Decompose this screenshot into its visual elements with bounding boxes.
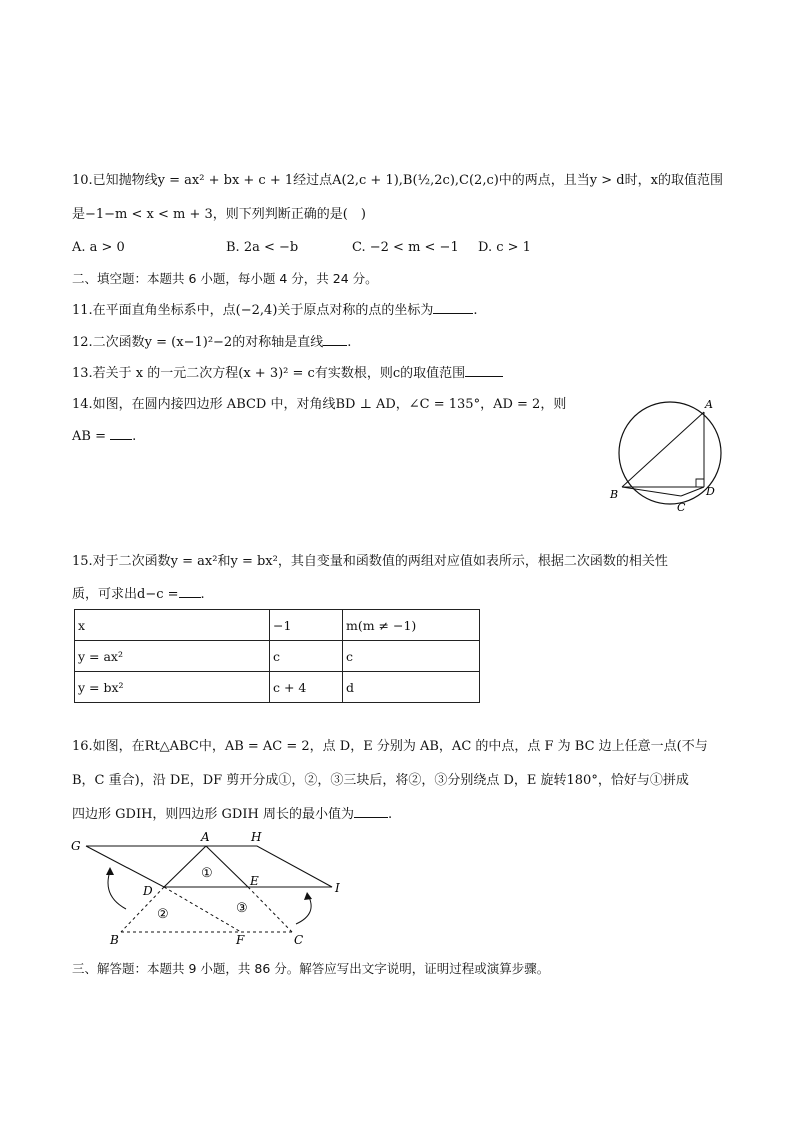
q12-text: 12.二次函数y = (x−1)²−2的对称轴是直线 — [72, 335, 324, 350]
q16-label-c: C — [294, 933, 304, 947]
q10-option-a: A. a > 0 — [72, 240, 125, 255]
q16-parallelogram-figure — [64, 826, 354, 948]
q16-label-i: I — [335, 881, 340, 895]
q11-end: . — [473, 303, 478, 318]
q16-line1: 16.如图，在Rt△ABC中，AB = AC = 2，点 D，E 分别为 AB，AC 的中点，点 F 为 BC 边上任意一点(不与 — [72, 739, 708, 754]
q14-label-c: C — [677, 501, 686, 514]
q10-line1: 10.已知抛物线y = ax² + bx + c + 1经过点A(2,c + 1),B(½,2c),C(2,c)中的两点，且当y > d时，x的取值范围 — [72, 173, 723, 188]
table-row — [75, 641, 480, 672]
q14-segment-bc — [622, 487, 681, 496]
q14-right-angle-mark — [696, 479, 704, 487]
q16-label-h: H — [251, 830, 262, 844]
q13-text: 13.若关于 x 的一元二次方程(x + 3)² = c有实数根，则c的取值范围 — [72, 366, 466, 381]
q12-end: . — [347, 335, 352, 350]
q14-line1: 14.如图，在圆内接四边形 ABCD 中，对角线BD ⊥ AD，∠C = 135°，AD = 2，则 — [72, 397, 567, 412]
q14-line2-text: AB = — [72, 429, 106, 444]
q10-option-c: C. −2 < m < −1 — [352, 240, 459, 255]
q11-line — [72, 301, 478, 320]
q12-answer-blank — [323, 333, 347, 346]
q16-label-e: E — [250, 874, 259, 888]
q10-option-d: D. c > 1 — [478, 240, 531, 255]
q16-label-d: D — [143, 884, 153, 898]
q15-answer-blank — [179, 585, 201, 598]
q13-line — [72, 364, 503, 383]
q16-line3-end: . — [387, 807, 393, 822]
q12-line — [72, 333, 351, 352]
table-cell: c — [270, 641, 343, 672]
q16-line2: B，C 重合)，沿 DE，DF 剪开分成①，②，③三块后，将②，③分别绕点 D，E 旋转180°，恰好与①拼成 — [72, 773, 689, 788]
table-cell: d — [343, 672, 480, 703]
q16-label-f: F — [236, 933, 245, 947]
q11-text: 11.在平面直角坐标系中，点(−2,4)关于原点对称的点的坐标为 — [72, 303, 434, 318]
q16-line3-text: 四边形 GDIH，则四边形 GDIH 周长的最小值为 — [72, 807, 354, 822]
q14-segment-cd — [681, 487, 704, 496]
q14-label-b: B — [610, 488, 619, 501]
q16-piece-3: ③ — [236, 901, 248, 916]
q15-line2-text: 质，可求出d−c = — [72, 587, 179, 602]
table-cell: y = bx² — [75, 672, 270, 703]
q16-piece-2: ② — [157, 907, 169, 922]
q15-line2-end: . — [200, 587, 205, 602]
q16-dashed-df — [164, 887, 241, 932]
q14-answer-blank — [110, 427, 132, 440]
q14-segment-ab — [622, 412, 704, 487]
table-row — [75, 672, 480, 703]
q14-circle-figure — [608, 390, 734, 516]
table-cell: c — [343, 641, 480, 672]
q14-line2 — [72, 427, 136, 446]
section2-heading: 二、填空题：本题共 6 小题，每小题 4 分，共 24 分。 — [72, 271, 378, 286]
q16-label-g: G — [71, 839, 81, 853]
q14-label-d: D — [706, 485, 715, 498]
q16-line3 — [72, 805, 392, 824]
q16-dashed-ec — [248, 887, 292, 932]
q16-answer-blank — [354, 805, 388, 818]
q16-label-b: B — [110, 933, 119, 947]
q10-line2: 是−1−m < x < m + 3，则下列判断正确的是( ) — [72, 207, 366, 222]
q16-segment-ad — [164, 846, 206, 887]
q15-line1: 15.对于二次函数y = ax²和y = bx²，其自变量和函数值的两组对应值如表所示，根据二次函数的相关性 — [72, 554, 668, 569]
q15-line2 — [72, 585, 205, 604]
q13-answer-blank — [465, 364, 503, 377]
q10-option-b: B. 2a < −b — [226, 240, 299, 255]
q16-arrowhead-right-icon — [304, 892, 312, 900]
q14-label-a: A — [705, 398, 713, 411]
table-row — [75, 610, 480, 641]
table-cell: x — [75, 610, 270, 641]
table-cell: −1 — [270, 610, 343, 641]
q16-label-a: A — [201, 830, 210, 844]
table-cell: c + 4 — [270, 672, 343, 703]
q16-piece-1: ① — [201, 866, 213, 881]
section3-heading: 三、解答题：本题共 9 小题，共 86 分。解答应写出文字说明，证明过程或演算步骤。 — [72, 961, 550, 976]
q16-arrowhead-left-icon — [106, 867, 114, 875]
table-cell: m(m ≠ −1) — [343, 610, 480, 641]
table-cell: y = ax² — [75, 641, 270, 672]
q15-value-table — [74, 609, 480, 703]
q16-rotation-arrow-left-icon — [108, 871, 126, 909]
q11-answer-blank — [433, 301, 473, 314]
q14-line2-end: . — [132, 429, 137, 444]
